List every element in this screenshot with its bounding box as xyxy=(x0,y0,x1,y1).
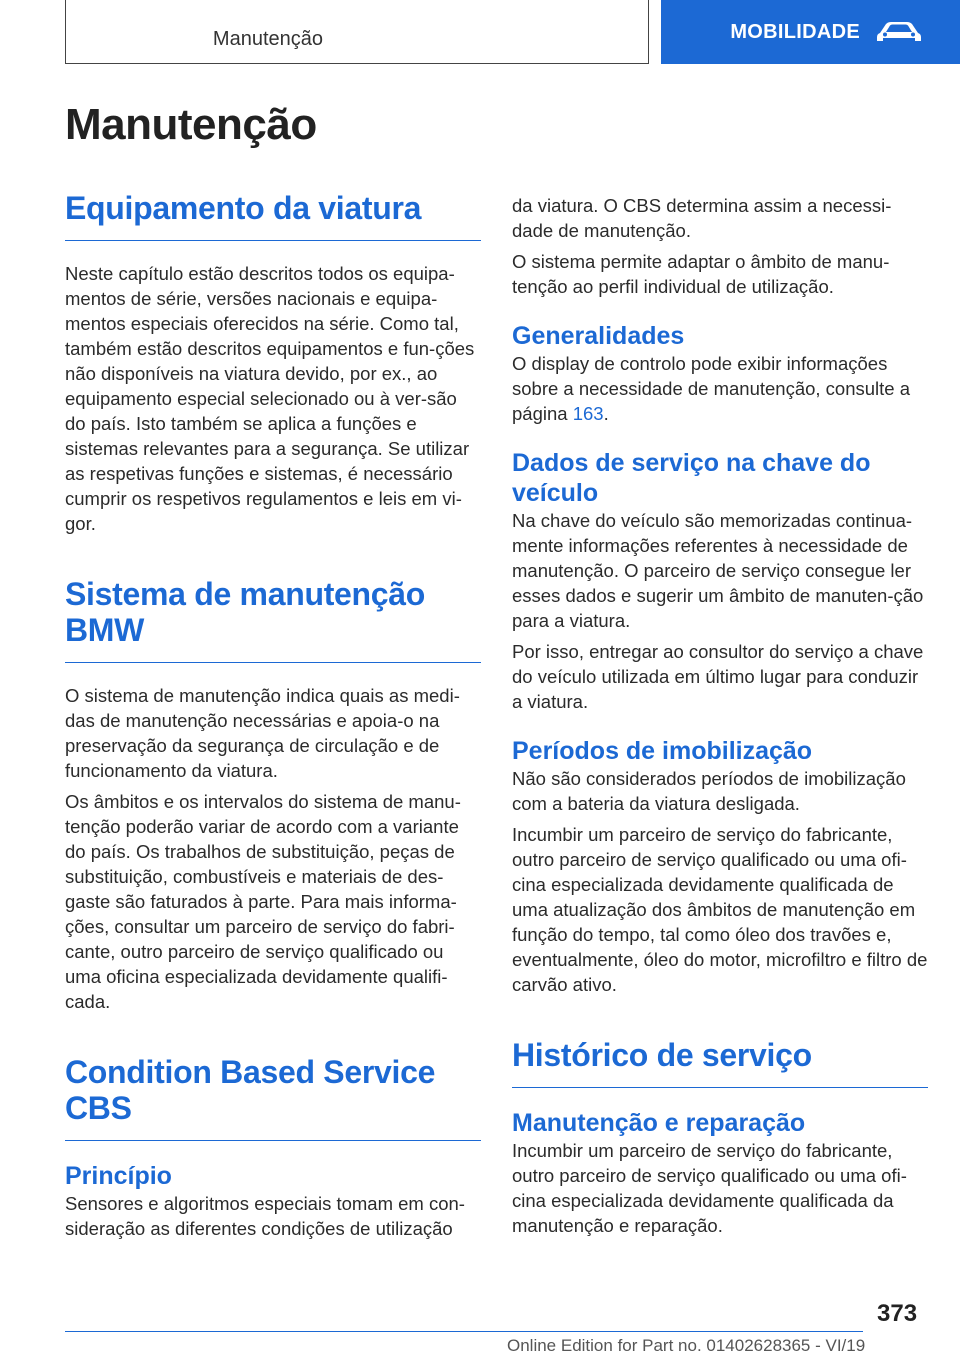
section-title-cbs: Condition Based Service CBS xyxy=(65,1054,481,1141)
paragraph-cbs-cont-2: O sistema permite adaptar o âmbito de manu-tenção ao perfil individual de utilização. xyxy=(512,251,890,297)
paragraph-manutencao-reparacao: Incumbir um parceiro de serviço do fabricante, outro parceiro de serviço qualificado ou uma ofi-cina especializada devidamente qualificada da manutenção e reparação. xyxy=(512,1140,907,1236)
paragraph-principio: Sensores e algoritmos especiais tomam em con-sideração as diferentes condições de utilização xyxy=(65,1193,465,1239)
footer-edition: Online Edition for Part no. 01402628365 - VI/19 xyxy=(507,1336,866,1355)
header-badge-label: MOBILIDADE xyxy=(730,20,860,43)
paragraph-sistema-2: Os âmbitos e os intervalos do sistema de manu-tenção poderão variar de acordo com a variante do país. Os trabalhos de substituição, peças de substituição, combustíveis e materiais de des-gaste são faturados à parte. Para mais informa-ções, consultar um parceiro de serviço do fabri-cante, outro parceiro de serviço qualificado ou uma oficina especializada devidamente qualifi-cada. xyxy=(65,791,461,1012)
subsection-title-generalidades: Generalidades xyxy=(512,322,685,350)
car-icon xyxy=(874,19,924,45)
header-box xyxy=(65,0,649,64)
paragraph-sistema-1: O sistema de manutenção indica quais as medi-das de manutenção necessárias e apoia-o na preservação da segurança de circulação e de funcionamento da viatura. xyxy=(65,685,460,781)
header-badge xyxy=(661,0,960,64)
paragraph-dados-1: Na chave do veículo são memorizadas continua-mente informações referentes à necessidade de manutenção. O parceiro de serviço consegue ler esses dados e sugerir um âmbito de manuten-ção para a viatura. xyxy=(512,510,924,631)
generalidades-text-end: . xyxy=(603,403,609,424)
header-section-title: Manutenção xyxy=(212,28,323,50)
right-column xyxy=(512,193,928,1244)
section-title-sistema-manutencao: Sistema de manutenção BMW xyxy=(65,576,481,663)
paragraph-generalidades xyxy=(512,351,928,426)
left-column xyxy=(65,190,481,1247)
subsection-title-periodos: Períodos de imobilização xyxy=(512,737,813,765)
subsection-title-dados-servico: Dados de serviço na chave do veículo xyxy=(512,449,871,507)
subsection-title-principio: Princípio xyxy=(65,1162,172,1190)
footer-divider xyxy=(65,1331,863,1332)
paragraph-periodos-1: Não são considerados períodos de imobilização com a bateria da viatura desligada. xyxy=(512,768,906,814)
page-link-163[interactable]: 163 xyxy=(572,403,604,424)
page-title: Manutenção xyxy=(65,100,317,149)
paragraph-cbs-cont-1: da viatura. O CBS determina assim a necessi-dade de manutenção. xyxy=(512,195,892,241)
paragraph-equipamento: Neste capítulo estão descritos todos os equipa-mentos de série, versões nacionais e equipa-mentos especiais oferecidos na série. Como tal, também estão descritos equipamentos e fun-ções não disponíveis na viatura devido, por ex., ao equipamento especial selecionado ou à ver-são do país. Isto também se aplica a funções e sistemas relevantes para a segurança. Se utilizar as respetivas funções e sistemas, é necessário cumprir os respetivos regulamentos e leis em vi-gor. xyxy=(65,263,475,534)
subsection-title-manutencao-reparacao: Manutenção e reparação xyxy=(512,1109,806,1137)
paragraph-dados-2: Por isso, entregar ao consultor do serviço a chave do veículo utilizada em último lugar para conduzir a viatura. xyxy=(512,641,924,712)
generalidades-text: O display de controlo pode exibir informações sobre a necessidade de manutenção, consulte a página xyxy=(512,353,911,424)
paragraph-periodos-2: Incumbir um parceiro de serviço do fabricante, outro parceiro de serviço qualificado ou uma ofi-cina especializada devidamente qualificada de uma atualização dos âmbitos de manutenção em função do tempo, tal como óleo dos travões e, eventualmente, óleo do motor, microfiltro e filtro de carvão ativo. xyxy=(512,824,928,995)
section-title-historico: Histórico de serviço xyxy=(512,1037,928,1088)
page-number: 373 xyxy=(877,1300,918,1327)
section-title-equipamento: Equipamento da viatura xyxy=(65,190,481,241)
